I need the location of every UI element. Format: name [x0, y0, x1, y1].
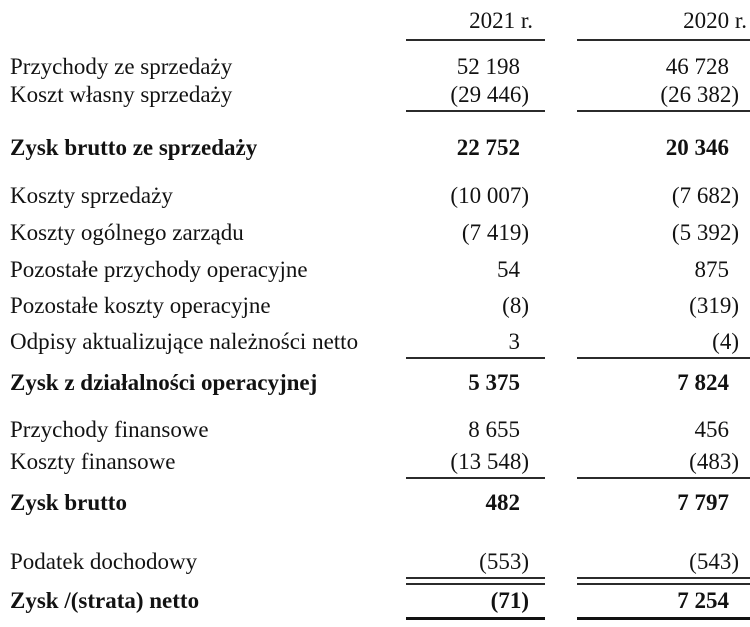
rule-segment-2020	[577, 583, 750, 585]
row-label: Zysk z działalności operacyjnej	[10, 370, 318, 395]
table-row-zysk-brutto-ze-sprzedazy	[0, 134, 750, 162]
value-2021: 52 198	[456, 54, 520, 79]
row-label: Zysk brutto ze sprzedaży	[10, 135, 258, 160]
row-label: Podatek dochodowy	[10, 549, 198, 574]
column-header-2021: 2021 r.	[406, 6, 545, 41]
table-row-zysk-z-dzialalnosci-operacyjnej	[0, 369, 750, 397]
table-row-odpisy-aktualizujace	[0, 328, 750, 359]
value-2020: 7 824	[677, 370, 729, 395]
value-2021: 22 752	[456, 135, 520, 160]
value-2021: 5 375	[468, 370, 520, 395]
row-label: Pozostałe koszty operacyjne	[10, 293, 271, 318]
rule-segment-2021	[406, 583, 545, 585]
row-label: Koszt własny sprzedaży	[10, 82, 233, 107]
table-row-przychody-finansowe	[0, 416, 750, 444]
value-2021: (10 007)	[450, 183, 529, 208]
row-label: Zysk brutto	[10, 490, 127, 515]
row-label: Koszty finansowe	[10, 449, 176, 474]
value-2021: (71)	[406, 587, 545, 620]
table-row-zysk-strata-netto	[0, 587, 750, 620]
value-2020: 456	[694, 417, 729, 442]
column-header-2020: 2020 r.	[577, 6, 750, 41]
table-row-koszty-sprzedazy	[0, 182, 750, 210]
value-2020: (7 682)	[671, 183, 739, 208]
value-2021: 482	[485, 490, 520, 515]
value-2020: (483)	[577, 448, 750, 479]
row-label: Pozostałe przychody operacyjne	[10, 257, 308, 282]
table-row-przychody-ze-sprzedazy	[0, 53, 750, 81]
value-2020: 46 728	[665, 54, 729, 79]
table-row-koszt-wlasny-sprzedazy	[0, 81, 750, 112]
value-2021: 54	[497, 257, 520, 282]
value-2020: 7 254	[577, 587, 750, 620]
value-2021: (29 446)	[406, 81, 545, 112]
value-2020: (5 392)	[671, 220, 739, 245]
row-label: Przychody finansowe	[10, 417, 209, 442]
table-row-pozostale-przychody-operacyjne	[0, 256, 750, 284]
row-label: Przychody ze sprzedaży	[10, 54, 233, 79]
total-separator-rule	[0, 583, 750, 585]
value-2021: (7 419)	[461, 220, 529, 245]
table-row-pozostale-koszty-operacyjne	[0, 292, 750, 320]
table-row-koszty-finansowe	[0, 448, 750, 479]
value-2021: 8 655	[468, 417, 520, 442]
value-2021: 3	[406, 328, 545, 359]
row-label: Zysk /(strata) netto	[10, 588, 200, 613]
table-row-zysk-brutto	[0, 489, 750, 517]
value-2020: (319)	[689, 293, 739, 318]
value-2020: 875	[694, 257, 729, 282]
value-2020: (543)	[577, 548, 750, 579]
row-label: Koszty ogólnego zarządu	[10, 220, 244, 245]
value-2020: 20 346	[665, 135, 729, 160]
value-2021: (553)	[406, 548, 545, 579]
value-2021: (13 548)	[406, 448, 545, 479]
value-2020: 7 797	[677, 490, 729, 515]
column-gap	[545, 6, 577, 41]
row-label: Koszty sprzedaży	[10, 183, 173, 208]
table-row-podatek-dochodowy	[0, 548, 750, 579]
table-row-koszty-ogolnego-zarzadu	[0, 219, 750, 247]
row-label: Odpisy aktualizujące należności netto	[10, 329, 359, 354]
table-header-row	[0, 6, 750, 41]
header-spacer	[0, 6, 406, 41]
value-2021: (8)	[502, 293, 529, 318]
value-2020: (26 382)	[577, 81, 750, 112]
value-2020: (4)	[577, 328, 750, 359]
